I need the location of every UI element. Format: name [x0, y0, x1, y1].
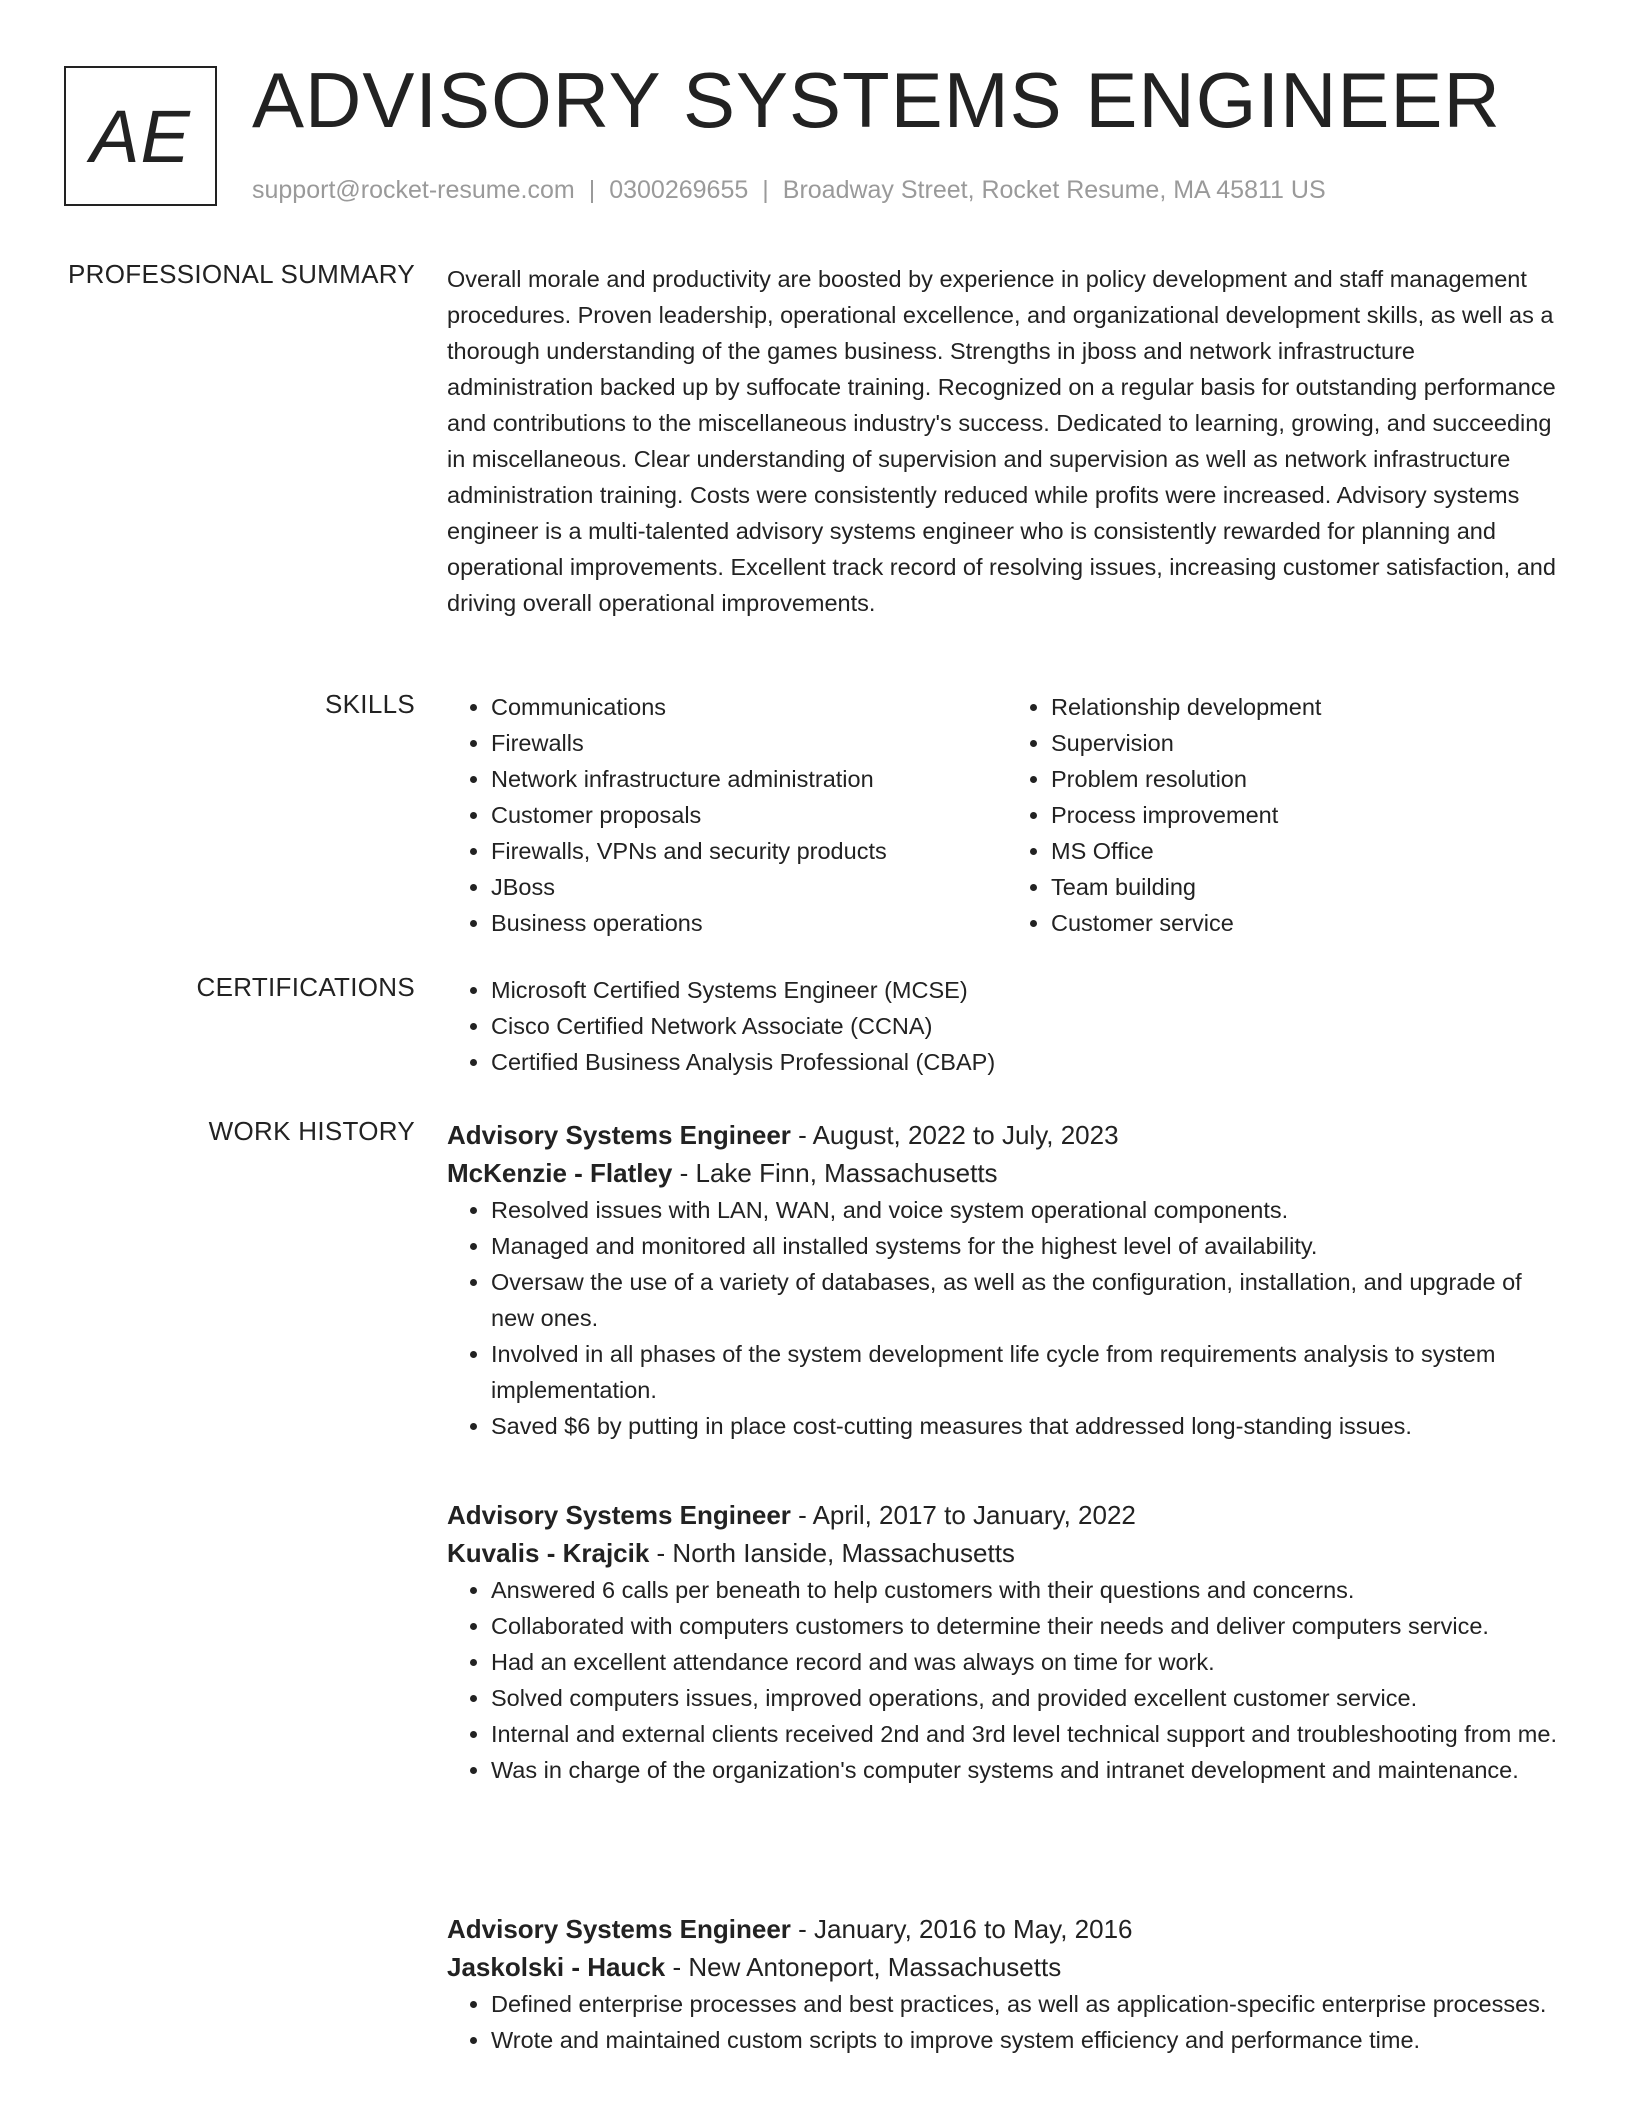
job-company-line — [447, 1534, 1567, 1572]
job-bullet: • Answered 6 calls per beneath to help customers with their questions and concerns. — [491, 1572, 1567, 1608]
skill-item: • JBoss — [491, 869, 1007, 905]
contact-email: support@rocket-resume.com — [252, 176, 575, 204]
job-title-line — [447, 1910, 1567, 1948]
job-bullets — [447, 1986, 1567, 2058]
certification-item: • Certified Business Analysis Professional (CBAP) — [491, 1044, 1567, 1080]
section-heading: PROFESSIONAL SUMMARY — [68, 259, 415, 289]
job-bullet: • Managed and monitored all installed systems for the highest level of availability. — [491, 1228, 1567, 1264]
certification-item: • Cisco Certified Network Associate (CCNA) — [491, 1008, 1567, 1044]
job-bullet: • Was in charge of the organization's computer systems and intranet development and maintenance. — [491, 1752, 1567, 1788]
job-bullet: • Solved computers issues, improved operations, and provided excellent customer service. — [491, 1680, 1567, 1716]
contact-address: Broadway Street, Rocket Resume, MA 45811 US — [782, 176, 1326, 204]
job-bullet: • Had an excellent attendance record and was always on time for work. — [491, 1644, 1567, 1680]
job-bullet: • Internal and external clients received 2nd and 3rd level technical support and troubleshooting from me. — [491, 1716, 1567, 1752]
skills-list-right — [1007, 689, 1567, 941]
skill-item: • Customer proposals — [491, 797, 1007, 833]
page-title: ADVISORY SYSTEMS ENGINEER — [252, 56, 1501, 144]
job-dates: - January, 2016 to May, 2016 — [790, 1914, 1133, 1944]
summary-text: Overall morale and productivity are boosted by experience in policy development and staff management procedures. Proven leadership, operational excellence, and organizational development skills, as well as a thorough understanding of the games business. Strengths in jboss and network infrastructure administration backed up by suffocate training. Recognized on a regular basis for outstanding performance and contributions to the miscellaneous industry's success. Dedicated to learning, growing, and succeeding in miscellaneous. Clear understanding of supervision and supervision as well as network infrastructure administration training. Costs were consistently reduced while profits were increased. Advisory systems engineer is a multi-talented advisory systems engineer who is consistently rewarded for planning and operational improvements. Excellent track record of resolving issues, increasing customer satisfaction, and driving overall operational improvements. — [447, 266, 1556, 616]
skill-item: • Customer service — [1051, 905, 1567, 941]
skill-item: • Network infrastructure administration — [491, 761, 1007, 797]
skill-item: • Problem resolution — [1051, 761, 1567, 797]
contact-separator: | — [588, 176, 596, 204]
job-bullet: • Wrote and maintained custom scripts to improve system efficiency and performance time. — [491, 2022, 1567, 2058]
skill-item: • MS Office — [1051, 833, 1567, 869]
job-title: Advisory Systems Engineer — [447, 1500, 791, 1530]
skill-item: • Supervision — [1051, 725, 1567, 761]
skill-item: • Process improvement — [1051, 797, 1567, 833]
section-heading: SKILLS — [325, 689, 415, 719]
job-location: - North Ianside, Massachusetts — [649, 1538, 1015, 1568]
job-bullet: • Involved in all phases of the system development life cycle from requirements analysis to system implementation. — [491, 1336, 1567, 1408]
contact-separator: | — [762, 176, 769, 204]
skill-item: • Relationship development — [1051, 689, 1567, 725]
skill-item: • Firewalls, VPNs and security products — [491, 833, 1007, 869]
job-title-line — [447, 1116, 1567, 1154]
job-bullet: • Oversaw the use of a variety of databases, as well as the configuration, installation, and upgrade of new ones. — [491, 1264, 1567, 1336]
job-bullet: • Resolved issues with LAN, WAN, and voice system operational components. — [491, 1192, 1567, 1228]
section-heading: WORK HISTORY — [208, 1116, 415, 1146]
section-heading: CERTIFICATIONS — [196, 972, 415, 1002]
job-company: Jaskolski - Hauck — [447, 1952, 666, 1982]
job-bullet: • Defined enterprise processes and best practices, as well as application-specific enterprise processes. — [491, 1986, 1567, 2022]
certifications-list — [447, 972, 1567, 1080]
monogram-initials: AE — [64, 66, 217, 206]
job-location: - Lake Finn, Massachusetts — [672, 1158, 998, 1188]
skill-item: • Business operations — [491, 905, 1007, 941]
job-dates: - August, 2022 to July, 2023 — [790, 1120, 1119, 1150]
job-title: Advisory Systems Engineer — [447, 1914, 791, 1944]
job-company-line — [447, 1948, 1567, 1986]
job-entry — [447, 1496, 1567, 1788]
skills-list-left — [447, 689, 1007, 941]
contact-line — [252, 176, 1326, 205]
skill-item: • Firewalls — [491, 725, 1007, 761]
job-bullet: • Collaborated with computers customers to determine their needs and deliver computers service. — [491, 1608, 1567, 1644]
certifications-body — [447, 972, 1567, 1080]
job-entry — [447, 1910, 1567, 2058]
job-title-line — [447, 1496, 1567, 1534]
job-bullets — [447, 1192, 1567, 1444]
job-bullet: • Saved $6 by putting in place cost-cutting measures that addressed long-standing issues. — [491, 1408, 1567, 1444]
job-bullets — [447, 1572, 1567, 1788]
job-location: - New Antoneport, Massachusetts — [665, 1952, 1062, 1982]
job-dates: - April, 2017 to January, 2022 — [790, 1500, 1136, 1530]
job-company: Kuvalis - Krajcik — [447, 1538, 650, 1568]
skill-item: • Team building — [1051, 869, 1567, 905]
skills-columns — [447, 689, 1567, 941]
contact-phone: 0300269655 — [609, 176, 749, 204]
job-company: McKenzie - Flatley — [447, 1158, 673, 1188]
job-entry — [447, 1116, 1567, 1444]
certification-item: • Microsoft Certified Systems Engineer (MCSE) — [491, 972, 1567, 1008]
job-company-line — [447, 1154, 1567, 1192]
job-title: Advisory Systems Engineer — [447, 1120, 791, 1150]
skill-item: • Communications — [491, 689, 1007, 725]
